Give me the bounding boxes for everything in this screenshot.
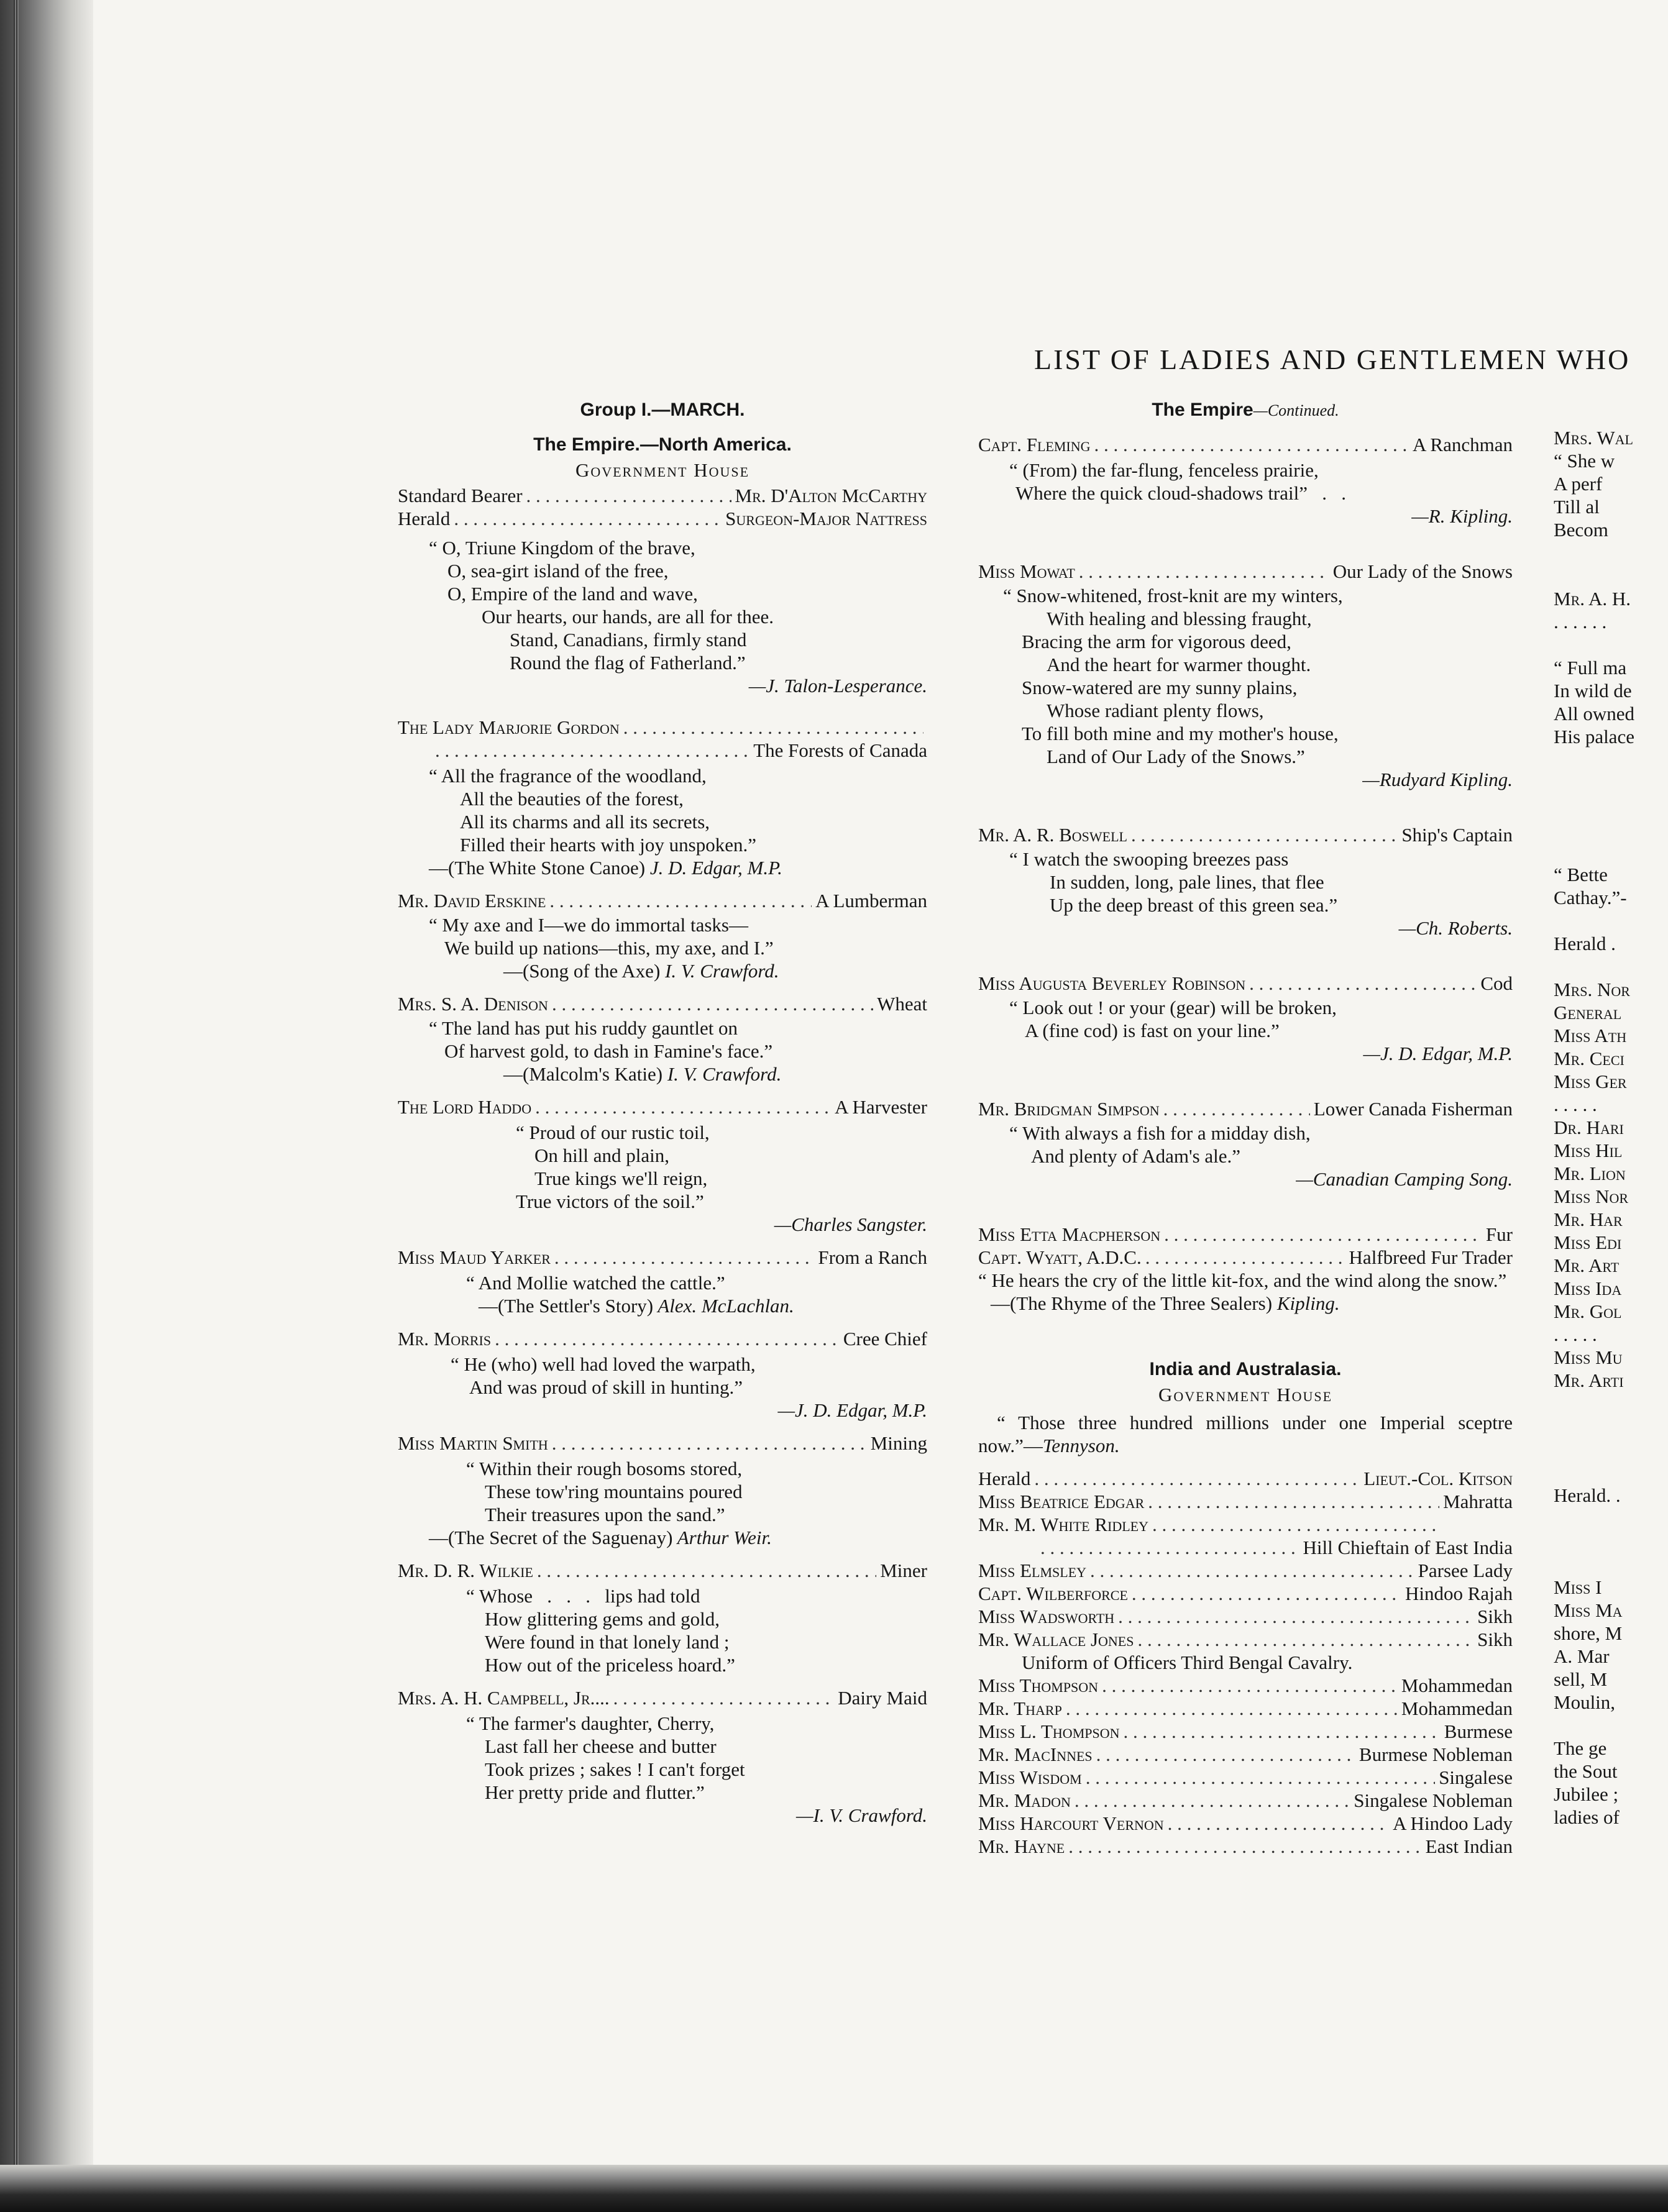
cropped-line [1554,1553,1668,1576]
quote-citation: —J. Talon-Lesperance. [748,675,927,697]
cropped-line: shore, M [1554,1622,1623,1644]
quote-citation: —Rudyard Kipling. [1362,769,1513,790]
cast-entry: Mrs. S. A. Denison . . . Wheat [398,992,927,1015]
cast-entry: Mr. Morris . . . Cree Chief [398,1327,927,1350]
cropped-line [1554,1530,1668,1553]
cropped-line: All owned [1554,703,1635,724]
cast-entry: . . . The Forests of Canada [398,739,927,762]
verse-quote: “ I watch the swooping breezes pass In sudden, long, pale lines, that flee Up the deep breast of this green sea.” [1009,848,1338,916]
verse-quote: “ He (who) well had loved the warpath, And was proud of skill in hunting.” [451,1353,756,1398]
cast-entry: Mr. Bridgman Simpson . . . Lower Canada Fisherman [978,1097,1513,1120]
quote-citation: —Ch. Roberts. [1398,917,1513,939]
verse-quote: “ O, Triune Kingdom of the brave, O, sea-girt island of the free, O, Empire of the land and wave, Our hearts, our hands, are all for thee. Stand, Canadians, firmly stand Round the flag of Fatherland.” [429,537,774,674]
verse-quote: “ The land has put his ruddy gauntlet on Of harvest gold, to dash in Famine's face.” [429,1017,773,1062]
cast-entry: Mr. Tharp . . . Mohammedan [978,1697,1513,1720]
cropped-line: Mr. Ceci [1554,1048,1624,1069]
cast-entry: Capt. Wyatt, A.D.C. . . . Halfbreed Fur Trader [978,1246,1513,1269]
cropped-line: Till al [1554,496,1600,518]
cropped-line: the Sout [1554,1760,1618,1782]
government-house-heading: Government House [575,459,750,481]
cast-entry: Capt. Fleming . . . A Ranchman [978,433,1513,456]
cropped-line: Herald . [1554,933,1616,954]
cropped-line [1554,1415,1668,1438]
cropped-line [1554,564,1668,587]
cropped-line: Miss Hil [1554,1140,1623,1161]
cropped-line: . . . . . [1554,1094,1597,1115]
cropped-line [1554,541,1668,564]
cropped-line: Mr. Art [1554,1255,1620,1276]
cropped-line: Mr. Gol [1554,1300,1622,1322]
cast-entry: Miss Thompson . . . Mohammedan [978,1674,1513,1697]
cast-entry: The Lady Marjorie Gordon . . . [398,716,927,739]
cropped-line: sell, M [1554,1668,1608,1690]
cropped-line: In wild de [1554,680,1632,702]
cropped-line: Mr. A. H. [1554,588,1631,610]
cropped-line: . . . . . . [1554,611,1607,633]
quote-citation: —(The Rhyme of the Three Sealers) Kipling. [991,1292,1340,1314]
cropped-line [1554,817,1668,840]
cast-entry: Miss Beatrice Edgar . . . Mahratta [978,1490,1513,1513]
cropped-line [1554,1438,1668,1461]
quote-citation: —Charles Sangster. [774,1213,927,1235]
cast-entry: Herald . . . Lieut.-Col. Kitson [978,1467,1513,1490]
page-stack-edge [14,0,19,2212]
cast-entry: Mr. M. White Ridley . . . [978,1513,1513,1536]
cropped-line: His palace [1554,726,1634,747]
cast-entry: Standard Bearer . . . Mr. D'Alton McCarthy [398,484,927,507]
quote-citation: —I. V. Crawford. [795,1804,927,1826]
cropped-line [1554,633,1668,656]
cropped-line: A. Mar [1554,1645,1610,1667]
verse-quote: “ (From) the far-flung, fenceless prairie, Where the quick cloud-shadows trail” . . [1009,459,1346,504]
cropped-line [1554,1392,1668,1415]
cast-entry: Miss Etta Macpherson . . . Fur [978,1223,1513,1246]
verse-quote: “ With always a fish for a midday dish, And plenty of Adam's ale.” [1009,1122,1311,1167]
cast-entry: Mr. Hayne . . . East Indian [978,1835,1513,1858]
cropped-line: “ She w [1554,450,1615,472]
cropped-line: Miss Ida [1554,1277,1622,1299]
page-header: LIST OF LADIES AND GENTLEMEN WHO [1034,344,1631,375]
cropped-line: Becom [1554,519,1608,541]
cropped-line: Miss Edi [1554,1232,1622,1253]
verse-quote: “ The farmer's daughter, Cherry, Last fall her cheese and butter Took prizes ; sakes ! I can't forget Her pretty pride and flutter.” [466,1712,745,1803]
cropped-line: Dr. Hari [1554,1117,1624,1138]
cast-entry: Miss Harcourt Vernon . . . A Hindoo Lady [978,1812,1513,1835]
government-house-heading: Government House [1158,1384,1333,1405]
cast-entry: Miss Wisdom . . . Singalese [978,1766,1513,1789]
cropped-line: A perf [1554,473,1603,495]
cropped-line: ladies of [1554,1806,1620,1828]
cast-entry: Mr. David Erskine . . . A Lumberman [398,889,927,912]
cropped-line: “ Full ma [1554,657,1627,679]
cropped-line: Miss Mu [1554,1346,1623,1368]
cropped-line [1554,909,1668,932]
section-heading: The Empire—Continued. [1152,400,1339,420]
cast-entry: Miss Elmsley . . . Parsee Lady [978,1559,1513,1582]
cast-entry: Mrs. A. H. Campbell, Jr.... . . . Dairy Maid [398,1686,927,1709]
section-heading: India and Australasia. [1149,1359,1342,1379]
verse-quote: “ Within their rough bosoms stored, These tow'ring mountains poured Their treasures upon the sand.” [466,1458,743,1525]
cropped-line: Miss Ger [1554,1071,1627,1092]
cropped-line: General [1554,1002,1622,1023]
cropped-line [1554,840,1668,863]
verse-quote: “ My axe and I—we do immortal tasks— We build up nations—this, my axe, and I.” [429,914,774,959]
cropped-line: Moulin, [1554,1691,1616,1713]
prose-quote: “ Those three hundred millions under one Imperial sceptre now.”—Tennyson. [978,1412,1513,1456]
quote-citation: —(The Secret of the Saguenay) Arthur Weir. [429,1527,772,1548]
quote-citation: —J. D. Edgar, M.P. [1363,1043,1513,1064]
cropped-line: Miss Ma [1554,1599,1623,1621]
cast-entry: Mr. D. R. Wilkie . . . Miner [398,1559,927,1582]
scan-bottom-shadow [0,2165,1668,2212]
cropped-line [1554,1461,1668,1484]
cast-entry: Miss Martin Smith . . . Mining [398,1432,927,1455]
cropped-line: . . . . . [1554,1323,1597,1345]
cast-entry: Miss L. Thompson . . . Burmese [978,1720,1513,1743]
quote-citation: —(Song of the Axe) I. V. Crawford. [503,960,779,982]
cropped-line: The ge [1554,1737,1607,1759]
section-heading: The Empire.—North America. [533,434,792,455]
verse-quote: “ And Mollie watched the cattle.” [466,1272,725,1294]
cropped-line: Miss I [1554,1576,1602,1598]
cropped-line [1554,1714,1668,1737]
cast-entry: . . . Hill Chieftain of East India [978,1536,1513,1559]
cropped-line: Mrs. Wal [1554,427,1633,449]
quote-citation: —(The White Stone Canoe) J. D. Edgar, M.P. [429,857,782,879]
cast-entry: Herald . . . Surgeon-Major Nattress [398,507,927,530]
verse-quote: “ All the fragrance of the woodland, All the beauties of the forest, All its charms and all its secrets, Filled their hearts with joy unspoken.” [429,765,756,856]
cropped-line: Cathay.”- [1554,887,1627,908]
cropped-line: Miss Nor [1554,1186,1629,1207]
prose-quote: “ He hears the cry of the little kit-fox, and the wind along the snow.” [978,1269,1507,1291]
group-heading: Group I.—MARCH. [580,400,745,420]
column-left [398,398,927,1827]
cast-entry: Capt. Wilberforce . . . Hindoo Rajah [978,1582,1513,1605]
cast-entry: Miss Maud Yarker . . . From a Ranch [398,1246,927,1269]
verse-quote: “ Look out ! or your (gear) will be broken, A (fine cod) is fast on your line.” [1009,997,1337,1041]
cropped-line [1554,955,1668,978]
quote-citation: —(Malcolm's Katie) I. V. Crawford. [503,1063,782,1085]
cropped-line [1554,1507,1668,1530]
cropped-line: Mr. Arti [1554,1369,1624,1391]
cast-entry: Miss Wadsworth . . . Sikh [978,1605,1513,1628]
quote-citation: —(The Settler's Story) Alex. McLachlan. [479,1295,794,1317]
cast-entry: Miss Augusta Beverley Robinson . . . Cod [978,972,1513,995]
verse-quote: “ Snow-whitened, frost-knit are my winters, With healing and blessing fraught, Bracing the arm for vigorous deed, And the heart for warmer thought. Snow-watered are my sunny plains, Whose radiant plenty flows, To fill both mine and my mother's house, Land of Our Lady of the Snows.” [1003,585,1343,767]
cropped-line: Mr. Har [1554,1209,1623,1230]
cropped-line: Mr. Lion [1554,1163,1626,1184]
cropped-line [1554,771,1668,794]
cropped-line: Miss Ath [1554,1025,1627,1046]
quote-citation: —J. D. Edgar, M.P. [777,1399,927,1421]
cropped-line [1554,748,1668,771]
verse-quote: “ Proud of our rustic toil, On hill and plain, True kings we'll reign, True victors of the soil.” [516,1122,710,1212]
verse-quote: “ Whose . . . lips had told How glittering gems and gold, Were found in that lonely land ; How out of the priceless hoard.” [466,1585,735,1676]
cropped-line: Herald. . [1554,1484,1621,1506]
uniform-note: Uniform of Officers Third Bengal Cavalry. [1022,1652,1353,1673]
column-right-cropped [1554,426,1668,1829]
cast-entry: Mr. Madon . . . Singalese Nobleman [978,1789,1513,1812]
quote-citation: —R. Kipling. [1411,505,1513,527]
cast-entry: Mr. Wallace Jones . . . Sikh [978,1628,1513,1651]
scan-spine-shadow [0,0,93,2212]
cast-entry: Mr. MacInnes . . . Burmese Nobleman [978,1743,1513,1766]
cast-entry: The Lord Haddo . . . A Harvester [398,1095,927,1118]
column-middle [978,398,1513,1858]
cropped-line: Mrs. Nor [1554,979,1630,1000]
cast-entry: Mr. A. R. Boswell . . . Ship's Captain [978,823,1513,846]
cropped-line: Jubilee ; [1554,1783,1619,1805]
quote-citation: —Canadian Camping Song. [1296,1168,1513,1190]
cast-entry: Miss Mowat . . . Our Lady of the Snows [978,560,1513,583]
cropped-line: “ Bette [1554,864,1608,885]
cropped-line [1554,794,1668,817]
